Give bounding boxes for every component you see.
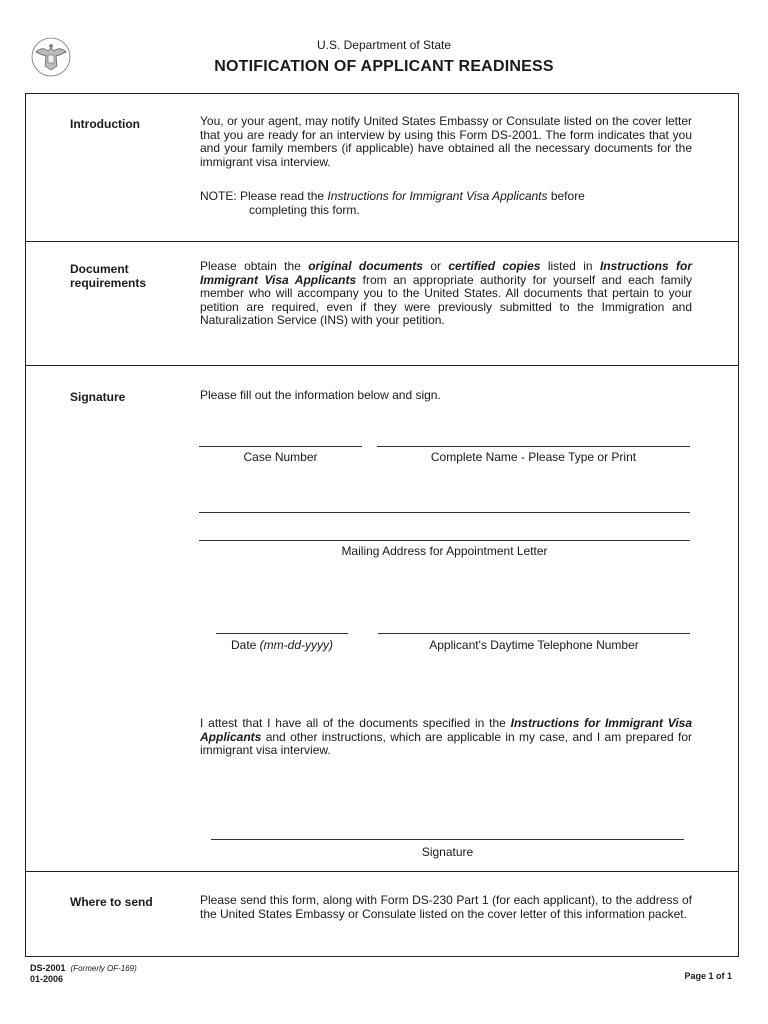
date-label: Date [230, 638, 260, 652]
mailing-address-field-line2[interactable] [199, 540, 690, 541]
text-run: listed in [540, 259, 600, 273]
text-run: I attest that I have all of the documents specified in the [200, 716, 511, 730]
date-caption [206, 638, 358, 652]
text-run: or [422, 259, 449, 273]
where-to-send-text: Please send this form, along with Form DS-230 Part 1 (for each applicant), to the address of the United States Embassy or Consulate listed on the cover letter of this information packet. [200, 893, 692, 921]
note-line2: completing this form. [249, 203, 360, 217]
signature-intro: Please fill out the information below and sign. [200, 388, 441, 402]
page-number: Page 1 of 1 [684, 971, 732, 981]
complete-name-field[interactable] [377, 446, 690, 447]
telephone-caption: Applicant's Daytime Telephone Number [429, 638, 639, 652]
note-instructions-title: Instructions for Immigrant Visa Applicants [327, 189, 548, 203]
document-requirements-label [70, 262, 146, 290]
where-to-send-label: Where to send [70, 895, 153, 909]
form-number: DS-2001 [30, 963, 66, 973]
text-run: and other instructions, which are applicable in my case, and I am prepared for immigrant visa interview. [200, 729, 692, 757]
signature-field[interactable] [211, 839, 684, 840]
form-id [30, 963, 137, 985]
section-divider [25, 241, 739, 242]
form-revision: 01-2006 [30, 974, 64, 984]
form-frame [25, 93, 739, 957]
mailing-address-caption: Mailing Address for Appointment Letter [341, 544, 548, 558]
page-title: NOTIFICATION OF APPLICANT READINESS [214, 58, 554, 75]
case-number-caption: Case Number [243, 450, 318, 464]
telephone-field[interactable] [378, 633, 690, 634]
section-divider [25, 871, 739, 872]
label-line: requirements [70, 276, 147, 290]
signature-caption: Signature [421, 845, 474, 859]
text-run: Instructions for Immigrant Visa Applicants [200, 716, 693, 744]
note-prefix: NOTE: Please read the [200, 189, 328, 203]
note-suffix: before [547, 189, 585, 203]
section-divider [25, 365, 739, 366]
text-run: from an appropriate authority for yourself and each family member who will accompany you to the United States. All documents that pertain to your petition are required, even if they were previously submitted to the Immigration and Naturalization Service (INS) with your petition. [200, 272, 692, 327]
complete-name-caption: Complete Name - Please Type or Print [430, 450, 637, 464]
introduction-text: You, or your agent, may notify United States Embassy or Consulate listed on the cover letter that you are ready for an interview by using this Form DS-2001. The form indicates that you and your family members (if applicable) have obtained all the necessary documents for the immigrant visa interview. [200, 114, 692, 169]
date-format: (mm-dd-yyyy) [259, 638, 333, 652]
formerly-number: (Formerly OF-169) [70, 964, 137, 973]
text-run: certified copies [448, 259, 541, 273]
agency-name: U.S. Department of State [316, 38, 452, 52]
signature-label: Signature [70, 390, 126, 404]
text-run: original documents [308, 259, 423, 273]
case-number-field[interactable] [199, 446, 362, 447]
attestation-text [200, 717, 692, 758]
introduction-note [200, 189, 692, 203]
text-run: Instructions for Immigrant Visa Applicants [200, 259, 692, 287]
text-run: Please obtain the [200, 259, 309, 273]
label-line: Document [70, 262, 129, 276]
document-requirements-text [200, 260, 692, 328]
date-field[interactable] [216, 633, 348, 634]
introduction-label: Introduction [70, 117, 140, 131]
mailing-address-field-line1[interactable] [199, 512, 690, 513]
